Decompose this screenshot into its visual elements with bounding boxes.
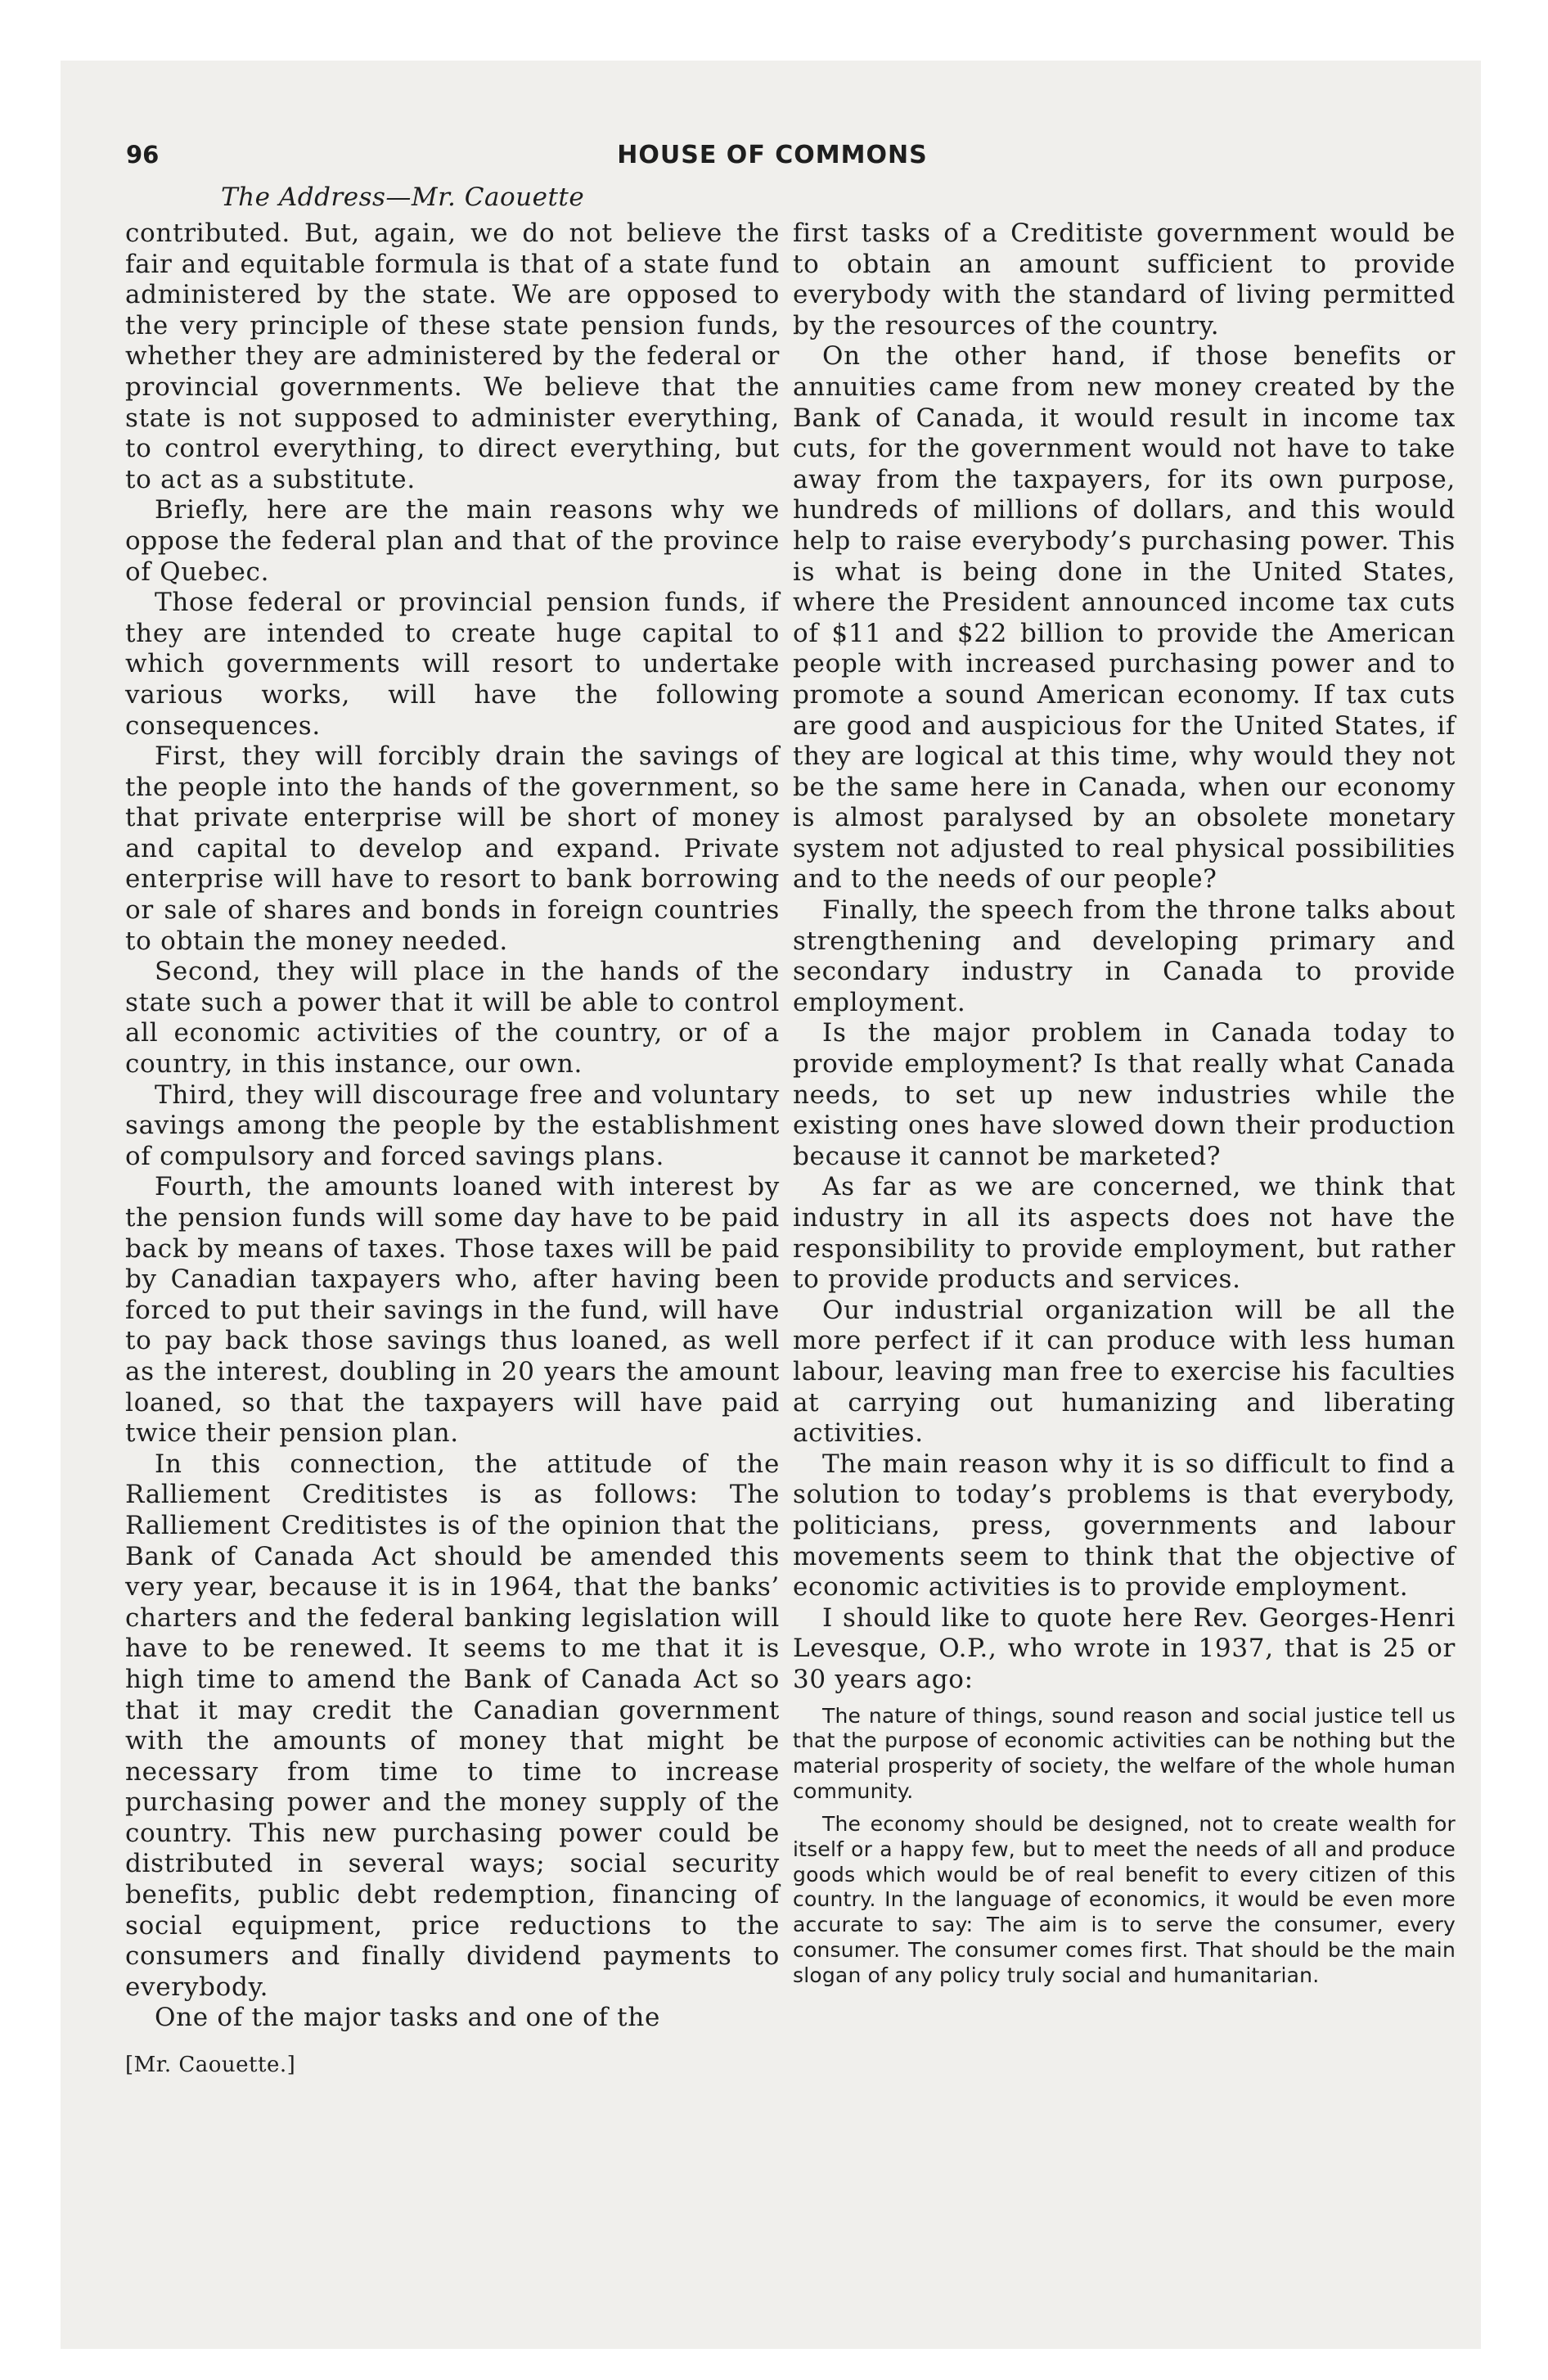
page-header [126,141,1419,182]
paragraph: Third, they will discourage free and voluntary savings among the people by the establishment of compulsory and forced savings plans. [125,1080,780,1171]
paragraph: first tasks of a Creditiste government would be to obtain an amount sufficient to provide everybody with the standard of living permitted by the resources of the country. [793,219,1456,340]
paragraph: Fourth, the amounts loaned with interest by the pension funds will some day have to be paid back by means of taxes. Those taxes will be paid by Canadian taxpayers who, after having been forced to put their savings in the fund, will have to pay back those savings thus loaned, as well as the interest, doubling in 20 years the amount loaned, so that the taxpayers will have paid twice their pension plan. [125,1172,780,1449]
paragraph: Second, they will place in the hands of the state such a power that it will be able to control all economic activities of the country, or of a country, in this instance, our own. [125,957,780,1080]
paragraph: I should like to quote here Rev. Georges-Henri Levesque, O.P., who wrote in 1937, that is 25 or 30 years ago: [793,1602,1456,1694]
block-quote: The economy should be designed, not to create wealth for itself or a happy few, but to meet the needs of all and produce goods which would be of real benefit to every citizen of this country. In the language of economics, it would be even more accurate to say: The aim is to serve the consumer, every consumer. The consumer comes first. That should be the main slogan of any policy truly social and humanitarian. [793,1812,1456,1987]
paragraph: contributed. But, again, we do not believe the fair and equitable formula is that of a state fund administered by the state. We are opposed to the very principle of these state pension funds, whether they are administered by the federal or provincial governments. We believe that the state is not supposed to administer everything, to control everything, to direct everything, but to act as a substitute. [125,219,780,494]
page-number: 96 [126,141,160,169]
paragraph: On the other hand, if those benefits or annuities came from new money created by the Bank of Canada, it would result in income tax cuts, for the government would not have to take away from the taxpayers, for its own purpose, hundreds of millions of dollars, and this would help to raise everybody’s purchasing power. This is what is being done in the United States, where the President announced income tax cuts of $11 and $22 billion to provide the American people with increased purchasing power and to promote a sound American economy. If tax cuts are good and auspicious for the United States, if they are logical at this time, why would they not be the same here in Canada, when our economy is almost paralysed by an obsolete monetary system not adjusted to real physical possibilities and to the needs of our people? [793,341,1456,895]
paragraph: Finally, the speech from the throne talks about strengthening and developing primary and secondary industry in Canada to provide employment. [793,895,1456,1017]
running-title: HOUSE OF COMMONS [617,141,928,169]
paragraph: Briefly, here are the main reasons why we oppose the federal plan and that of the province of Quebec. [125,495,780,587]
paragraph: In this connection, the attitude of the Ralliement Creditistes is as follows: The Ralliement Creditistes is of the opinion that the Bank of Canada Act should be amended this very year, because it is in 1964, that the banks’ charters and the federal banking legislation will have to be renewed. It seems to me that it is high time to amend the Bank of Canada Act so that it may credit the Canadian government with the amounts of money that might be necessary from time to time to increase purchasing power and the money supply of the country. This new purchasing power could be distributed in several ways; social security benefits, public debt redemption, financing of social equipment, price reductions to the consumers and finally dividend payments to everybody. [125,1449,780,2002]
paragraph: One of the major tasks and one of the [155,2003,661,2033]
paragraph: As far as we are concerned, we think that industry in all its aspects does not have the responsibility to provide employment, but rather to provide products and services. [793,1172,1456,1295]
left-column [125,219,780,2081]
paragraph: The main reason why it is so difficult to find a solution to today’s problems is that everybody, politicians, press, governments and labour movements seem to think that the objective of economic activities is to provide employment. [793,1449,1456,1602]
paragraph: Is the major problem in Canada today to provide employment? Is that really what Canada needs, to set up new industries while the existing ones have slowed down their production because it cannot be marketed? [793,1018,1456,1171]
paragraph: Those federal or provincial pension funds, if they are intended to create huge capital to which governments will resort to undertake various works, will have the following consequences. [125,588,780,741]
paragraph: First, they will forcibly drain the savings of the people into the hands of the government, so that private enterprise will be short of money and capital to develop and expand. Private enterprise will have to resort to bank borrowing or sale of shares and bonds in foreign countries to obtain the money needed. [125,741,780,956]
section-subheading: The Address—Mr. Caouette [221,183,585,212]
speaker-note: [Mr. Caouette.] [125,2053,296,2078]
paragraph: Our industrial organization will be all the more perfect if it can produce with less human labour, leaving man free to exercise his faculties at carrying out humanizing and liberating activities. [793,1295,1456,1449]
block-quote: The nature of things, sound reason and social justice tell us that the purpose of economic activities can be nothing but the material prosperity of society, the welfare of the whole human community. [793,1703,1456,1803]
right-column [793,219,1456,1988]
